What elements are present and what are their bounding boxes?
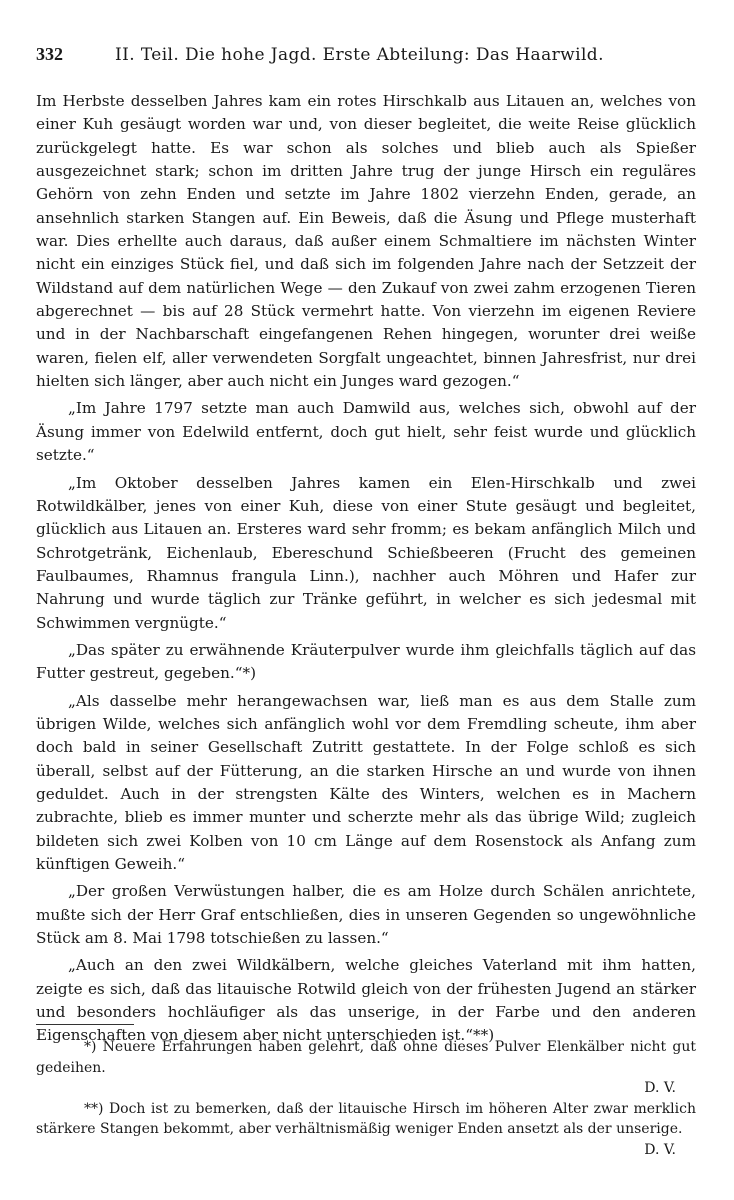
page-number: 332 xyxy=(36,44,63,64)
paragraph: „Im Jahre 1797 setzte man auch Damwild aus, welches sich, obwohl auf der Äsung immer von Edelwild entfernt, doch gut hielt, sehr feist wurde und glücklich setzte.“ xyxy=(36,399,696,465)
footnotes xyxy=(36,1037,696,1160)
footnote-2: **) Doch ist zu bemerken, daß der litauische Hirsch im höheren Alter zwar merklich stärkere Stangen bekommt, aber verhältnismäßig weniger Enden ansetzt als der unserige. xyxy=(36,1100,696,1137)
body-text xyxy=(36,90,696,1048)
paragraph: „Als dasselbe mehr herangewachsen war, ließ man es aus dem Stalle zum übrigen Wilde, welches sich anfänglich wohl vor dem Fremdling scheute, ihm aber doch bald in seiner Gesellschaft Zutritt gestattete. In der Folge schloß es sich überall, selbst auf der Fütterung, an die starken Hirsche an und wurde von ihnen geduldet. Auch in der strengsten Kälte des Winters, welchen es in Machern zubrachte, blieb es immer munter und scherzte mehr als das übrige Wild; zugleich bildeten sich zwei Kolben von 10 cm Länge auf dem Rosenstock als Anfang zum künftigen Geweih.“ xyxy=(36,691,696,873)
footnote-2-signature: D. V. xyxy=(644,1141,676,1158)
footnote-1: *) Neuere Erfahrungen haben gelehrt, daß ohne dieses Pulver Elenkälber nicht gut gedeihen. xyxy=(36,1039,696,1076)
paragraph: „Im Oktober desselben Jahres kamen ein Elen-Hirschkalb und zwei Rotwildkälber, jenes von einer Kuh, diese von einer Stute gesäugt und begleitet, glücklich aus Litauen an. Ersteres ward sehr fromm; es bekam anfänglich Milch und Schrotgetränk, Eichenlaub, Ebereschund Schießbeeren (Frucht des gemeinen Faulbaumes, Rhamnus frangula Linn.), nachher auch Möhren und Hafer zur Nahrung und wurde täglich zur Tränke geführt, in welcher es sich jedesmal mit Schwimmen vergnügte.“ xyxy=(36,473,696,632)
footnote-rule xyxy=(36,1024,134,1025)
page-header xyxy=(36,44,654,65)
paragraph: Im Herbste desselben Jahres kam ein rotes Hirschkalb aus Litauen an, welches von einer Kuh gesäugt worden war und, von dieser begleitet, die weite Reise glücklich zurückgelegt hatte. Es war schon als solches und blieb auch als Spießer ausgezeichnet stark; schon im dritten Jahre trug der junge Hirsch ein reguläres Gehörn von zehn Enden und setzte im Jahre 1802 vierzehn Enden, gerade, an ansehnlich starken Stangen auf. Ein Beweis, daß die Äsung und Pflege musterhaft war. Dies erhellte auch daraus, daß außer einem Schmaltiere im nächsten Winter nicht ein einziges Stück fiel, und daß sich im folgenden Jahre nach der Setzzeit der Wildstand auf dem natürlichen Wege — den Zukauf von zwei zahm erzogenen Tieren abgerechnet — bis auf 28 Stück vermehrt hatte. Von vierzehn im eigenen Reviere und in der Nachbarschaft eingefangenen Rehen hingegen, worunter drei weiße waren, fielen elf, aller verwendeten Sorgfalt ungeachtet, binnen Jahresfrist, nur drei hielten sich länger, aber auch nicht ein Junges ward gezogen.“ xyxy=(36,92,696,391)
footnote-1-signature: D. V. xyxy=(644,1080,676,1096)
paragraph: „Das später zu erwähnende Kräuterpulver wurde ihm gleichfalls täglich auf das Futter gestreut, gegeben.“*) xyxy=(36,640,696,683)
running-title: II. Teil. Die hohe Jagd. Erste Abteilung: Das Haarwild. xyxy=(115,45,604,65)
paragraph: „Der großen Verwüstungen halber, die es am Holze durch Schälen anrichtete, mußte sich der Herr Graf entschließen, dies in unseren Gegenden so ungewöhnliche Stück am 8. Mai 1798 totschießen zu lassen.“ xyxy=(36,882,696,948)
paragraph: „Auch an den zwei Wildkälbern, welche gleiches Vaterland mit ihm hatten, zeigte es sich, daß das litauische Rotwild gleich von der frühesten Jugend an stärker und besonders hochläufiger als das unserige, in der Farbe und den anderen Eigenschaften von diesem aber nicht unterschieden ist.“**) xyxy=(36,956,696,1045)
